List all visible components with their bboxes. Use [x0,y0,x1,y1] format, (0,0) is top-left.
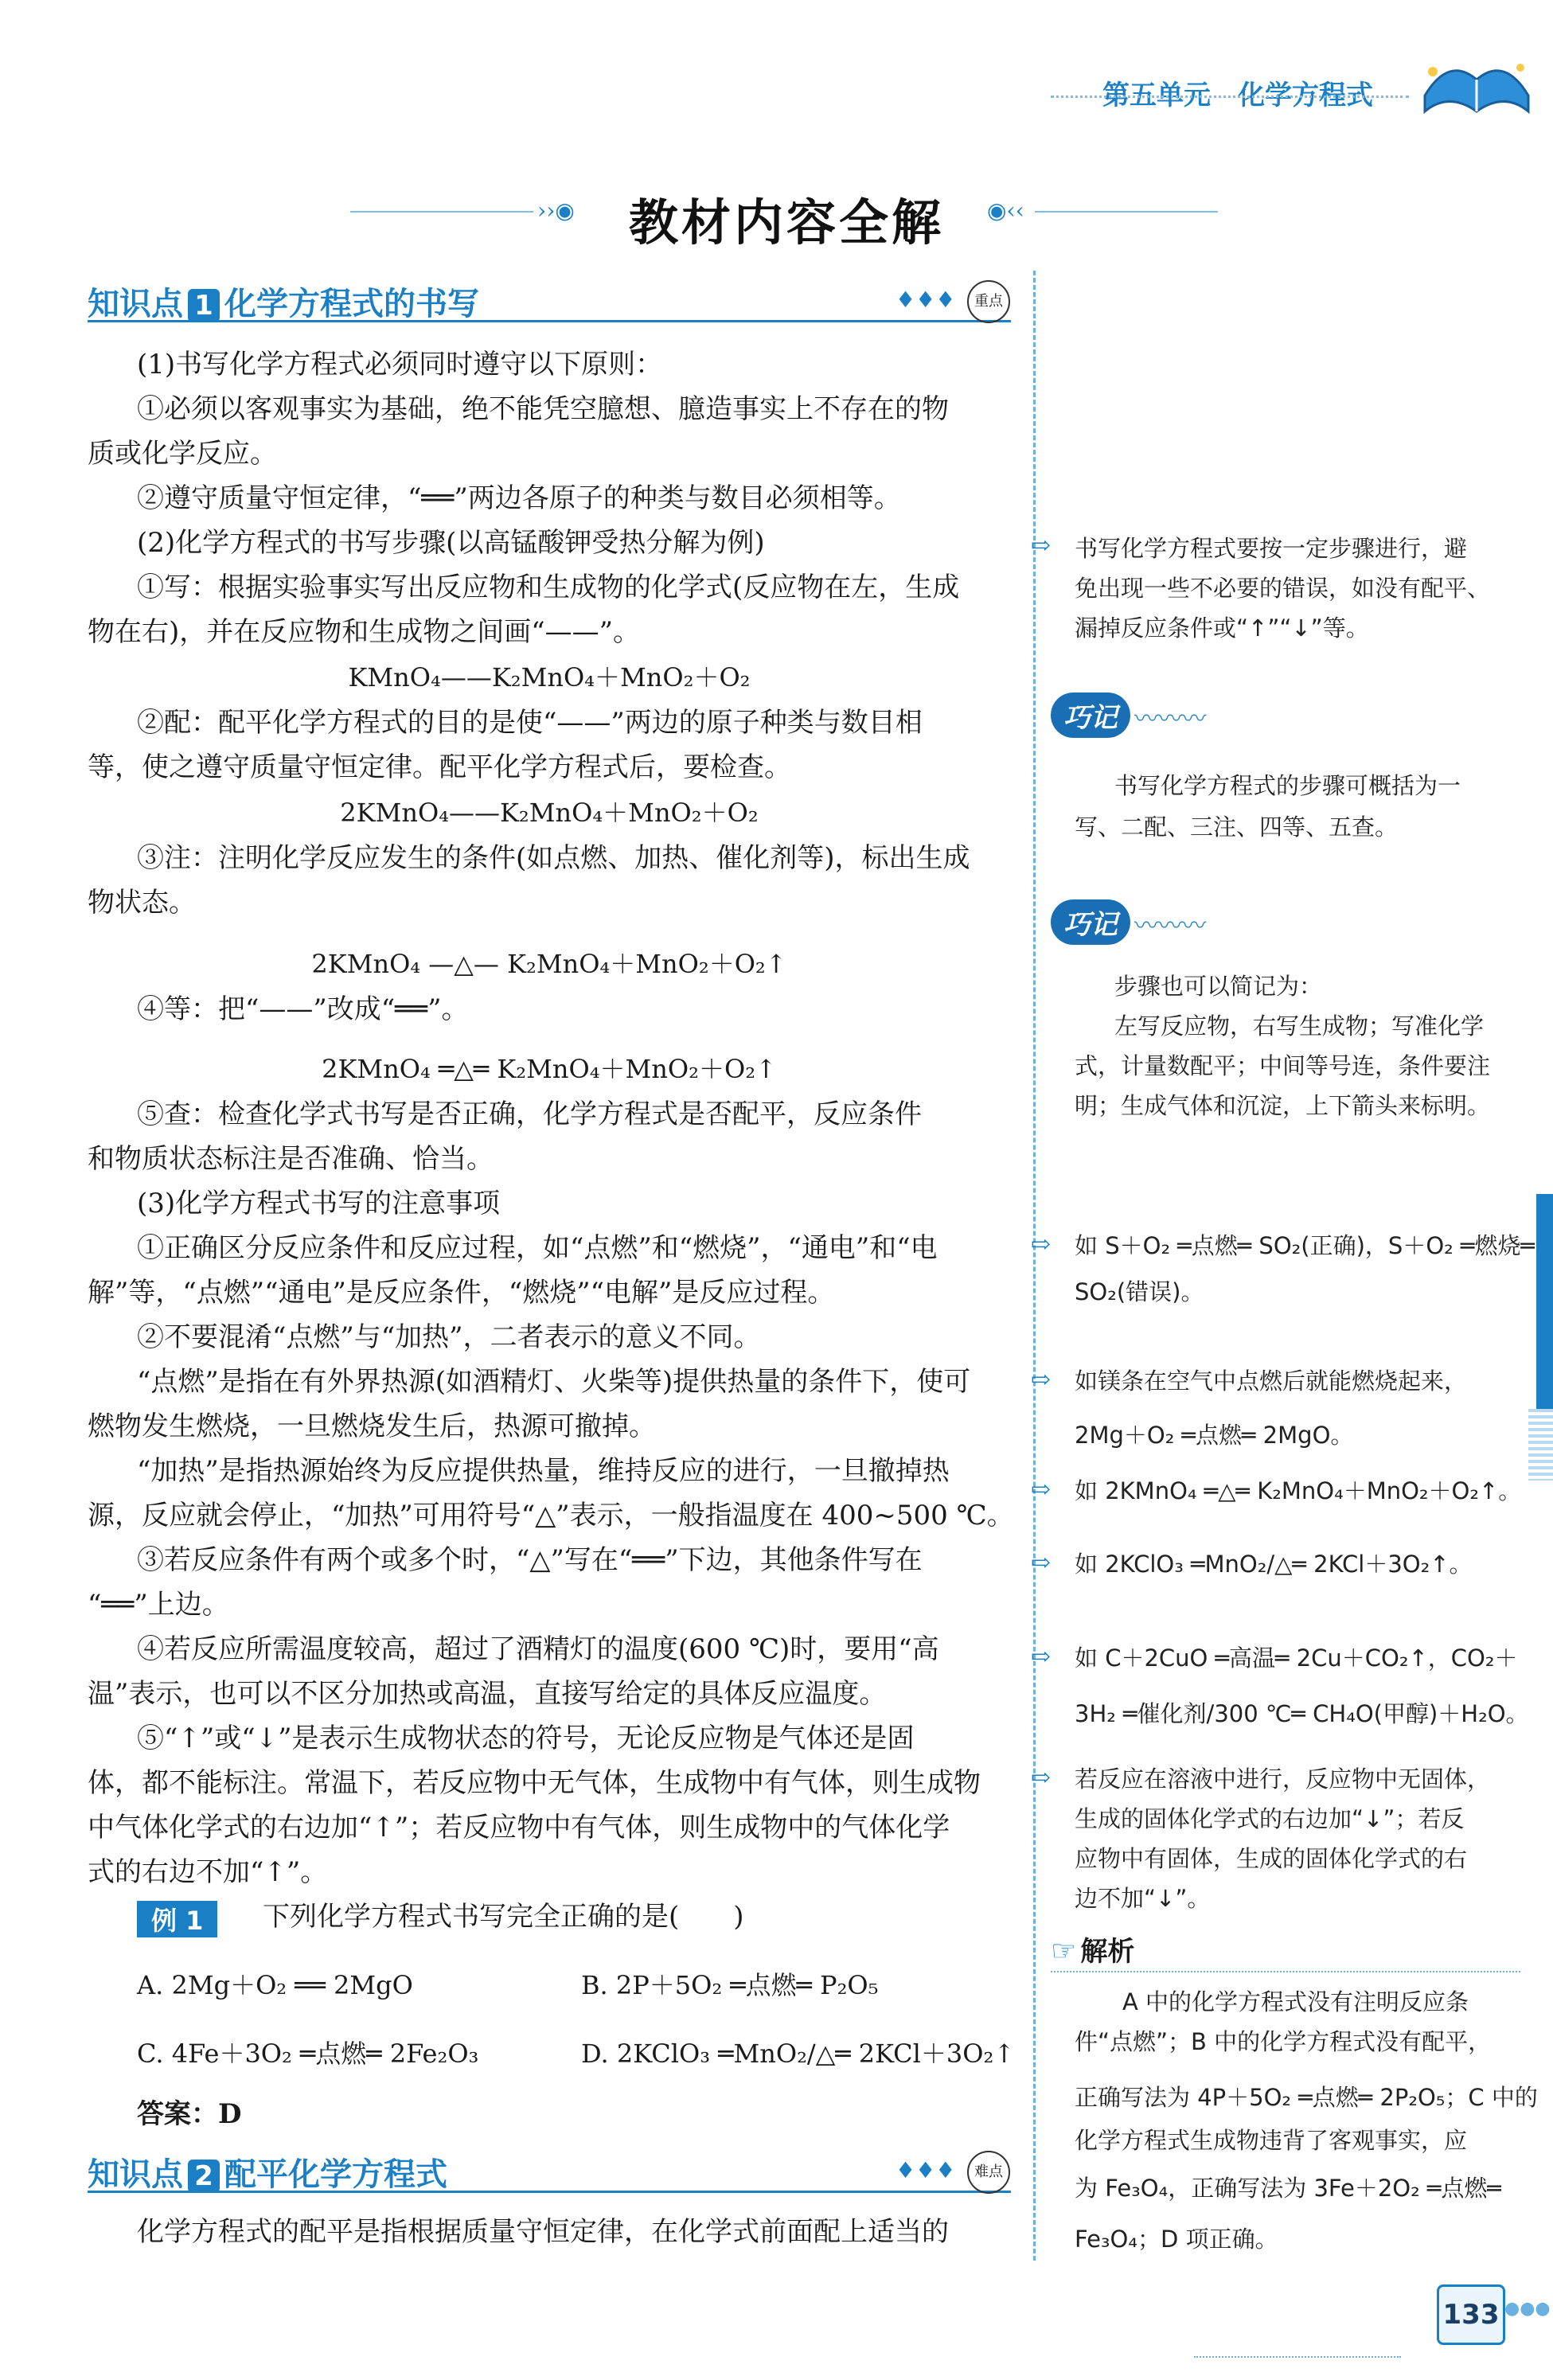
qiaoji-2-label: 巧记 [1051,899,1130,945]
main-p7a: ③注：注明化学反应发生的条件(如点燃、加热、催化剂等)，标出生成 [137,842,970,874]
header-rule [1051,96,1409,101]
title-rule-right [1035,211,1218,213]
main-p14a: “加热”是指热源始终为反应提供热量，维持反应的进行，一旦撤掉热 [137,1455,950,1487]
main-p17d: 式的右边不加“↑”。 [88,1856,328,1888]
main-p11a: ①正确区分反应条件和反应过程，如“点燃”和“燃烧”，“通电”和“电 [137,1232,938,1264]
kp2-rule [88,2191,1011,2193]
side-s9d: 边不加“↓”。 [1075,1885,1211,1912]
page-title: 教材内容全解 [629,193,945,252]
title-arrow-right-icon: ◉‹‹ [987,197,1024,224]
column-divider [1033,271,1036,2261]
title-rule-left [350,211,533,213]
side-s10e: 为 Fe₃O₄，正确写法为 3Fe＋2O₂ ═点燃═ [1075,2175,1501,2202]
main-p15a: ③若反应条件有两个或多个时，“△”写在“══”下边，其他条件写在 [137,1544,923,1576]
main-p4: (2)化学方程式的书写步骤(以高锰酸钾受热分解为例) [137,527,765,559]
side-s2b: 写、二配、三注、四等、五查。 [1075,813,1399,841]
main-p12: ②不要混淆“点燃”与“加热”，二者表示的意义不同。 [137,1321,761,1353]
book-logo-icon [1417,48,1536,119]
main-p8: ④等：把“——”改成“══”。 [137,993,469,1025]
kp1-num: 1 [188,289,220,322]
jiexi-rule [1051,1971,1520,1972]
side-s9b: 生成的固体化学式的右边加“↓”；若反 [1075,1805,1465,1832]
kp2-num: 2 [188,2160,220,2193]
side-s1a: 书写化学方程式要按一定步骤进行，避 [1075,535,1468,562]
main-last: 化学方程式的配平是指根据质量守恒定律，在化学式前面配上适当的 [137,2216,949,2248]
side-arrow-icon: ⇨ [1031,1476,1052,1504]
side-s4b: SO₂(错误)。 [1075,1278,1204,1305]
main-p5a: ①写：根据实验事实写出反应物和生成物的化学式(反应物在左，生成 [137,572,960,603]
jiexi-label: 解析 [1080,1936,1135,1968]
page-number: 133 [1437,2284,1505,2345]
main-p17b: 体，都不能标注。常温下，若反应物中无气体，生成物中有气体，则生成物 [88,1767,981,1799]
wave-icon: 〰〰〰 [1134,912,1207,940]
side-s2a: 书写化学方程式的步骤可概括为一 [1114,772,1461,799]
side-arrow-icon: ⇨ [1031,1231,1052,1258]
main-p1: (1)书写化学方程式必须同时遵守以下原则： [137,349,663,380]
side-s10f: Fe₃O₄；D 项正确。 [1075,2226,1278,2253]
side-arrow-icon: ⇨ [1031,1643,1052,1671]
kp1-badge: 重点 [967,280,1010,323]
header-topic: 化学方程式 [1238,80,1373,111]
kp1-label: 知识点 [88,286,183,322]
side-s9a: 若反应在溶液中进行，反应物中无固体， [1075,1765,1491,1793]
header-unit: 第五单元 [1102,80,1211,111]
side-arrow-icon: ⇨ [1031,1366,1052,1394]
example-question: 下列化学方程式书写完全正确的是( ) [263,1901,744,1933]
main-p17c: 中气体化学式的右边加“↑”；若反应物中有气体，则生成物中的气体化学 [88,1812,950,1844]
side-s4a: 如 S＋O₂ ═点燃═ SO₂(正确)，S＋O₂ ═燃烧═ [1075,1232,1535,1259]
side-s3a: 步骤也可以简记为： [1114,973,1323,1000]
main-p17a: ⑤“↑”或“↓”是表示生成物状态的符号，无论反应物是气体还是固 [137,1723,915,1754]
kp1-drops-icon: ♦♦♦ [896,287,956,313]
kp1-title: 化学方程式的书写 [224,286,479,322]
kp2-badge: 难点 [967,2151,1010,2194]
qiaoji-1-label: 巧记 [1051,693,1130,738]
main-p9b: 和物质状态标注是否准确、恰当。 [88,1143,494,1175]
footer-dots-icon: ●●● [1504,2299,1551,2319]
side-s8b: 3H₂ ═催化剂/300 ℃═ CH₄O(甲醇)＋H₂O。 [1075,1700,1529,1727]
side-s9c: 应物中有固体，生成的固体化学式的右 [1075,1845,1468,1872]
main-p5b: 物在右)，并在反应物和生成物之间画“——”。 [88,616,641,648]
eq-2: 2KMnO₄——K₂MnO₄＋MnO₂＋O₂ [340,798,759,828]
side-s1b: 免出现一些不必要的错误，如没有配平、 [1075,575,1491,602]
side-s3b: 左写反应物，右写生成物；写准化学 [1114,1012,1485,1040]
main-p16a: ④若反应所需温度较高，超过了酒精灯的温度(600 ℃)时，要用“高 [137,1633,939,1665]
kp2-title: 配平化学方程式 [224,2156,447,2193]
side-s5b: 2Mg＋O₂ ═点燃═ 2MgO。 [1075,1422,1354,1449]
main-p6b: 等，使之遵守质量守恒定律。配平化学方程式后，要检查。 [88,751,791,783]
main-p16b: 温”表示，也可以不区分加热或高温，直接写给定的具体反应温度。 [88,1678,887,1710]
qiaoji-1-header [1051,693,1206,738]
side-s7: 如 2KClO₃ ═MnO₂/△═ 2KCl＋3O₂↑。 [1075,1551,1473,1578]
example-badge: 例 1 [137,1901,217,1937]
main-p15b: “══”上边。 [88,1589,229,1621]
option-c: C. 4Fe＋3O₂ ═点燃═ 2Fe₂O₃ [137,2039,479,2069]
main-p11b: 解”等，“点燃”“通电”是反应条件，“燃烧”“电解”是反应过程。 [88,1277,835,1309]
main-p2b: 质或化学反应。 [88,438,277,470]
side-s3c: 式，计量数配平；中间等号连，条件要注 [1075,1052,1491,1079]
kp1-header [88,279,479,324]
main-p13b: 燃物发生燃烧，一旦燃烧发生后，热源可撤掉。 [88,1410,656,1442]
pointing-hand-icon: ☞ [1051,1935,1077,1968]
main-p14b: 源，反应就会停止，“加热”可用符号“△”表示，一般指温度在 400~500 ℃。 [88,1500,1014,1531]
main-p3: ②遵守质量守恒定律，“══”两边各原子的种类与数目必须相等。 [137,482,901,514]
edge-stripe [1528,1409,1553,1481]
side-s5a: 如镁条在空气中点燃后就能燃烧起来， [1075,1368,1468,1395]
side-arrow-icon: ⇨ [1031,532,1052,560]
main-p2a: ①必须以客观事实为基础，绝不能凭空臆想、臆造事实上不存在的物 [137,393,949,425]
eq-4: 2KMnO₄ ═△═ K₂MnO₄＋MnO₂＋O₂↑ [322,1054,777,1084]
kp2-label: 知识点 [88,2156,183,2193]
side-arrow-icon: ⇨ [1031,1764,1052,1792]
main-p9a: ⑤查：检查化学式书写是否正确，化学方程式是否配平，反应条件 [137,1098,922,1130]
side-s10b: 件“点燃”；B 中的化学方程式没有配平， [1075,2028,1492,2055]
example-1-header [137,1901,217,1937]
side-s1c: 漏掉反应条件或“↑”“↓”等。 [1075,615,1369,642]
title-arrow-left-icon: ››◉ [537,197,575,224]
side-s10d: 化学方程式生成物违背了客观事实，应 [1075,2127,1468,2154]
main-p6a: ②配：配平化学方程式的目的是使“——”两边的原子种类与数目相 [137,707,923,739]
main-p7b: 物状态。 [88,887,196,919]
option-d: D. 2KClO₃ ═MnO₂/△═ 2KCl＋3O₂↑ [581,2039,1016,2069]
side-arrow-icon: ⇨ [1031,1549,1052,1577]
main-p10: (3)化学方程式书写的注意事项 [137,1188,501,1219]
jiexi-header [1051,1929,1134,1968]
option-a: A. 2Mg＋O₂ ══ 2MgO [137,1970,413,2000]
footer-rule [1194,2356,1401,2358]
kp2-drops-icon: ♦♦♦ [896,2157,956,2183]
kp1-rule [88,320,1011,322]
kp2-header [88,2149,447,2195]
qiaoji-2-header [1051,899,1206,945]
side-s10c: 正确写法为 4P＋5O₂ ═点燃═ 2P₂O₅；C 中的 [1075,2084,1538,2111]
side-s6: 如 2KMnO₄ ═△═ K₂MnO₄＋MnO₂＋O₂↑。 [1075,1477,1522,1504]
eq-1: KMnO₄——K₂MnO₄＋MnO₂＋O₂ [348,662,751,693]
option-b: B. 2P＋5O₂ ═点燃═ P₂O₅ [581,1970,879,2000]
example-answer: 答案：D [137,2098,242,2130]
side-s10a: A 中的化学方程式没有注明反应条 [1122,1988,1469,2015]
side-s3d: 明；生成气体和沉淀，上下箭头来标明。 [1075,1092,1491,1119]
eq-3: 2KMnO₄ —△— K₂MnO₄＋MnO₂＋O₂↑ [311,949,787,979]
wave-icon: 〰〰〰 [1134,705,1207,733]
side-s8a: 如 C＋2CuO ═高温═ 2Cu＋CO₂↑，CO₂＋ [1075,1645,1518,1672]
main-p13a: “点燃”是指在有外界热源(如酒精灯、火柴等)提供热量的条件下，使可 [137,1366,971,1398]
